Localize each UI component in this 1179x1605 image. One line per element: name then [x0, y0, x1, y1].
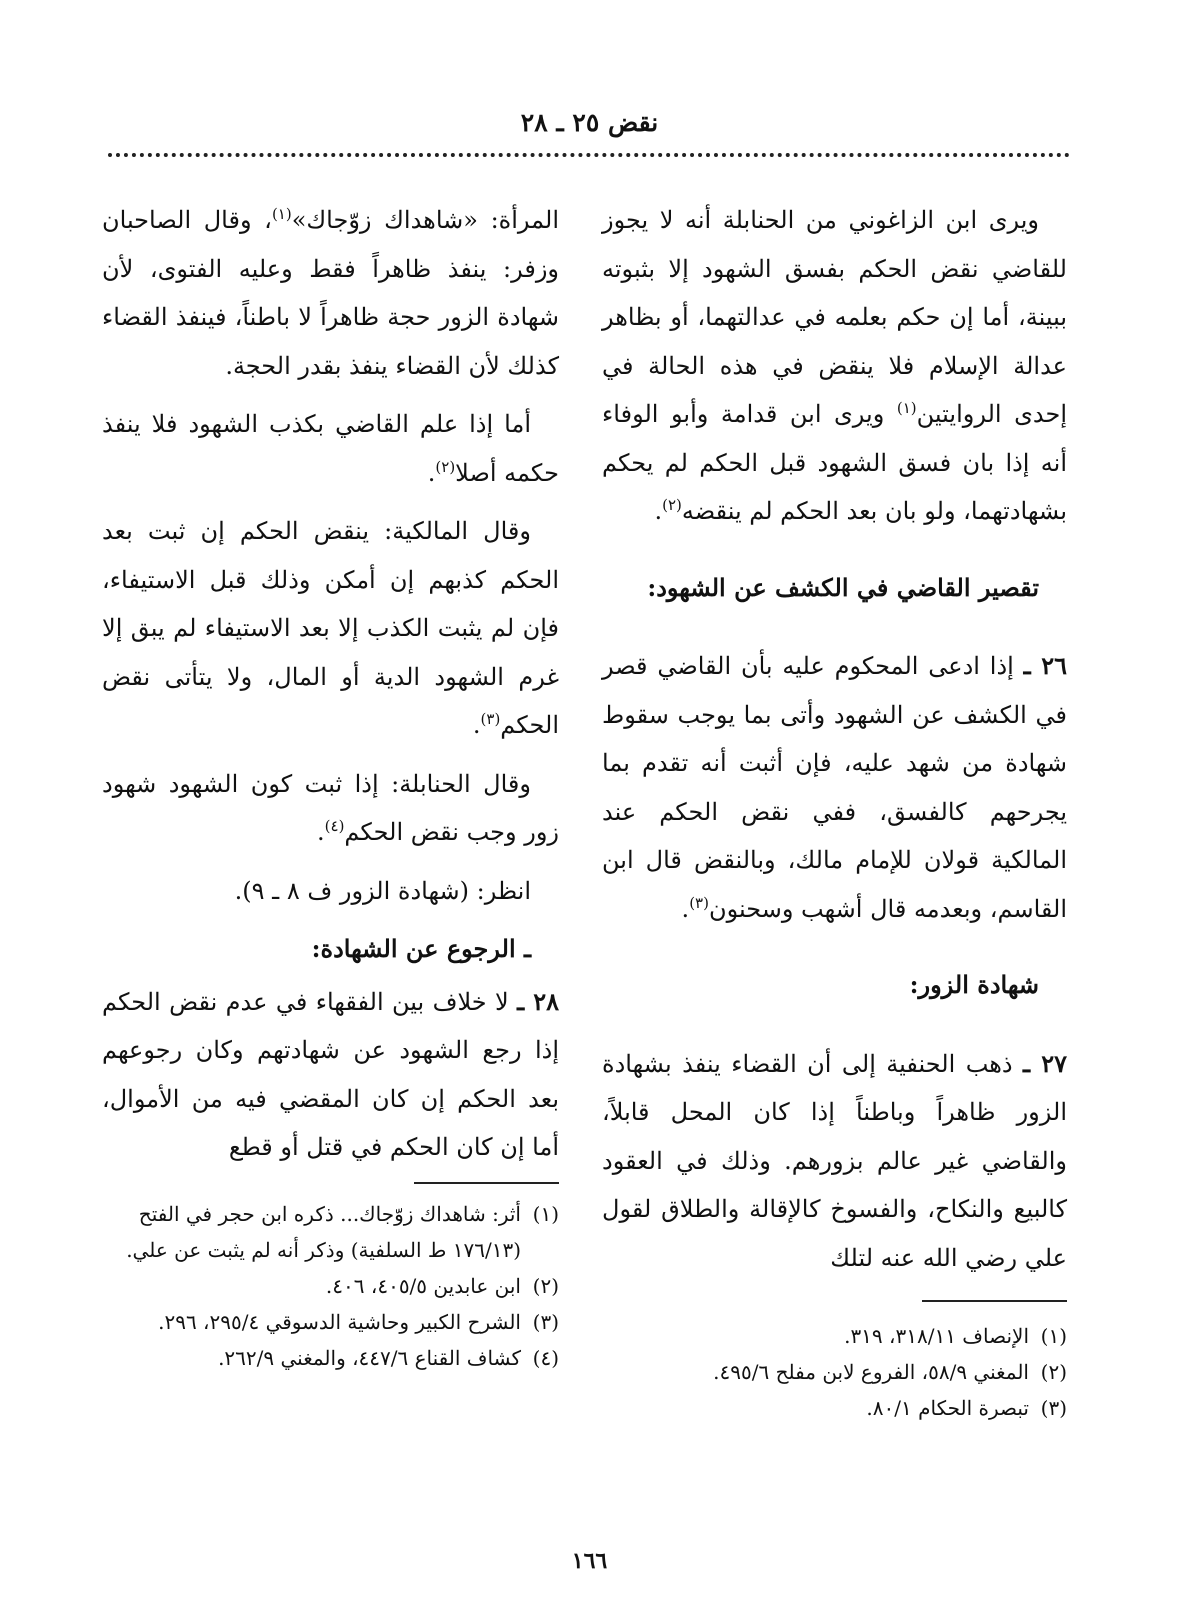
header-dotted-rule [108, 153, 1070, 157]
paragraph [602, 1040, 1067, 1283]
paragraph [102, 760, 559, 857]
footnote-ref: (١) [896, 399, 917, 417]
footnote-ref: (٢) [662, 496, 682, 514]
paragraph-text: إذا ادعى المحكوم عليه بأن القاضي قصر في الكشف عن الشهود وأتى بما يوجب سقوط شهادة من شهد عليه، فإن أثبت أنه تقدم بما يجرحهم كالفسق، ففي نقض الحكم عند المالكية قولان للإمام مالك، وبالنقض قال ابن القاسم، وبعدمه قال أشهب وسحنون [602, 652, 1067, 923]
footnotes-right [602, 1318, 1067, 1426]
footnote-number: (١) [1040, 1324, 1067, 1348]
footnote-rule [922, 1300, 1067, 1302]
footnote-number: (٣) [532, 1310, 559, 1334]
paragraph-number: ٢٧ ـ [1023, 1048, 1067, 1078]
footnote-text: تبصرة الحكام ٨٠/١. [866, 1396, 1029, 1420]
footnote-text: الإنصاف ٣١٨/١١، ٣١٩. [844, 1324, 1029, 1348]
footnote [602, 1354, 1067, 1390]
footnotes-left [102, 1196, 559, 1376]
section-heading: شهادة الزور: [909, 970, 1039, 999]
punctuation: . [427, 458, 436, 487]
footnote-text: الشرح الكبير وحاشية الدسوقي ٢٩٥/٤، ٢٩٦. [158, 1310, 521, 1334]
footnote-text: ابن عابدين ٤٠٥/٥، ٤٠٦. [325, 1274, 521, 1298]
paragraph-number: ٢٦ ـ [1023, 651, 1067, 680]
footnote-number: (٢) [532, 1274, 559, 1298]
footnote-number: (٢) [1040, 1360, 1067, 1384]
punctuation: . [654, 497, 663, 525]
section-heading: تقصير القاضي في الكشف عن الشهود: [647, 572, 1039, 602]
running-header: نقض ٢٥ ـ ٢٨ [520, 108, 659, 137]
footnote-ref: (٣) [480, 710, 501, 728]
cross-reference: انظر: (شهادة الزور ف ٨ ـ ٩). [234, 876, 531, 905]
paragraph-text: المرأة: «شاهداك زوّجاك» [291, 206, 559, 234]
paragraph [602, 196, 1067, 536]
footnote [102, 1268, 559, 1304]
footnote-text: كشاف القناع ٤٤٧/٦، والمغني ٢٦٢/٩. [218, 1346, 521, 1370]
footnote [102, 1304, 559, 1340]
punctuation: . [472, 711, 481, 739]
footnote [102, 1196, 559, 1268]
footnote-ref: (١) [271, 205, 292, 223]
footnote-number: (١) [532, 1202, 559, 1226]
paragraph-text: ، وقال الصاحبان وزفر: ينفذ ظاهراً فقط وعليه الفتوى، لأن شهادة الزور حجة ظاهراً لا باطناً، فينفذ القضاء كذلك لأن القضاء ينفذ بقدر الحجة. [102, 206, 559, 380]
punctuation: . [681, 894, 690, 923]
paragraph-text: وقال المالكية: ينقض الحكم إن ثبت بعد الحكم كذبهم إن أمكن وذلك قبل الاستيفاء، فإن لم يثبت الكذب إلا بعد الاستيفاء لم يبق إلا غرم الشهود الدية أو المال، ولا يتأتى نقض الحكم [102, 517, 559, 739]
footnote-ref: (٤) [324, 817, 345, 835]
paragraph-text: ذهب الحنفية إلى أن القضاء ينفذ بشهادة الزور ظاهراً وباطناً إذا كان المحل قابلاً، والقاضي غير عالم بزورهم. وذلك في العقود كالبيع والنكاح، والفسوخ كالإقالة والطلاق لقول علي رضي الله عنه لتلك [602, 1049, 1067, 1272]
paragraph [102, 196, 559, 390]
footnote-text: أثر: شاهداك زوّجاك... ذكره ابن حجر في الفتح (١٧٦/١٣ ط السلفية) وذكر أنه لم يثبت عن علي. [126, 1202, 521, 1262]
footnote-rule [414, 1182, 559, 1184]
paragraph [102, 978, 559, 1172]
footnote [602, 1390, 1067, 1426]
left-column [102, 196, 559, 1182]
punctuation: . [317, 818, 325, 846]
footnote-ref: (٢) [435, 457, 456, 476]
footnote-ref: (٣) [689, 893, 709, 912]
right-column [602, 196, 1067, 1292]
paragraph-text: أما إذا علم القاضي بكذب الشهود فلا ينفذ حكمه أصلا [102, 410, 559, 487]
page-number: ١٦٦ [571, 1548, 608, 1574]
footnote [602, 1318, 1067, 1354]
footnote-text: المغني ٥٨/٩، الفروع لابن مفلح ٤٩٥/٦. [713, 1360, 1029, 1384]
paragraph-text: لا خلاف بين الفقهاء في عدم نقض الحكم إذا رجع الشهود عن شهادتهم وكان رجوعهم بعد الحكم إن كان المقضي فيه من الأموال، أما إن كان الحكم في قتل أو قطع [102, 987, 559, 1161]
footnote-number: (٣) [1040, 1396, 1067, 1420]
paragraph-text: وقال الحنابلة: إذا ثبت كون الشهود شهود زور وجب نقض الحكم [102, 769, 559, 846]
paragraph-text: ويرى ابن قدامة وأبو الوفاء أنه إذا بان فسق الشهود قبل الحكم لم يحكم بشهادتهما، ولو بان بعد الحكم لم ينقضه [602, 400, 1067, 525]
paragraph-number: ٢٨ ـ [517, 986, 559, 1016]
section-heading: ـ الرجوع عن الشهادة: [311, 934, 531, 963]
footnote [102, 1340, 559, 1376]
paragraph [102, 400, 559, 497]
paragraph-text: ويرى ابن الزاغوني من الحنابلة أنه لا يجوز للقاضي نقض الحكم بفسق الشهود إلا بثبوته ببينة، أما إن حكم بعلمه في عدالتهما، أو بظاهر عدالة الإسلام فلا ينقض في هذه الحالة في إحدى الروايتين [602, 206, 1067, 428]
paragraph [602, 642, 1067, 933]
paragraph [102, 507, 559, 750]
footnote-number: (٤) [532, 1346, 559, 1370]
